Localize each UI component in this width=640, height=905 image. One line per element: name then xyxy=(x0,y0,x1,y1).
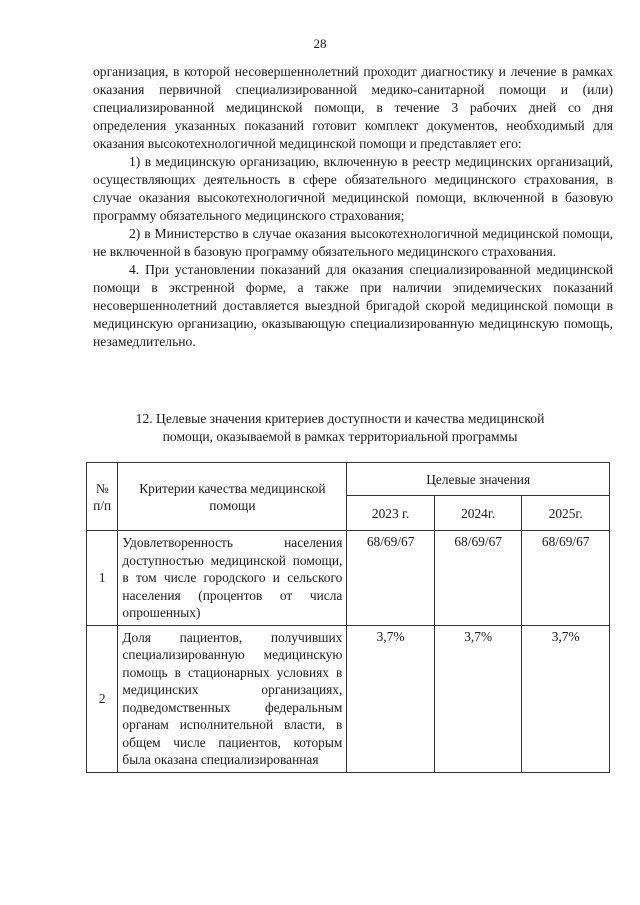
row-value-2024: 3,7% xyxy=(434,625,522,772)
paragraph: 2) в Министерство в случае оказания высокотехнологичной медицинской помощи, не включенной в базовую программу обязательного медицинского страхования. xyxy=(93,226,613,259)
row-value-2023: 68/69/67 xyxy=(347,531,435,626)
section-title: 12. Целевые значения критериев доступности и качества медицинской помощи, оказываемой в рамках территориальной программы xyxy=(135,411,545,444)
row-value-2023: 3,7% xyxy=(347,625,435,772)
criteria-table xyxy=(86,462,610,773)
row-value-2025: 3,7% xyxy=(522,625,610,772)
paragraph: организация, в которой несовершеннолетний проходит диагностику и лечение в рамках оказания первичной специализированной медико-санитарной помощи и (или) специализированной медицинской помощи, в течение 3 рабочих дней со дня определения указанных показаний готовит комплект документов, необходимый для оказания высокотехнологичной медицинской помощи и представляет его: xyxy=(93,64,613,151)
header-year-2025: 2025г. xyxy=(522,496,610,531)
header-year-2024: 2024г. xyxy=(434,496,522,531)
paragraph: 4. При установлении показаний для оказания специализированной медицинской помощи в экстренной форме, а также при наличии эпидемических показаний несовершеннолетний доставляется выездной бригадой скорой медицинской помощи в медицинскую организацию, оказывающую специализированную медицинскую помощь, незамедлительно. xyxy=(93,262,613,349)
page-number: 28 xyxy=(313,36,327,51)
header-target-values: Целевые значения xyxy=(347,463,610,496)
row-number: 2 xyxy=(87,625,118,772)
table-row xyxy=(87,625,610,772)
table-header-row xyxy=(87,463,610,496)
row-number: 1 xyxy=(87,531,118,626)
row-criterion: Удовлетворенность населения доступностью медицинской помощи, в том числе городского и сельского населения (процентов от числа опрошенных) xyxy=(118,531,347,626)
header-criteria: Критерии качества медицинской помощи xyxy=(118,463,347,531)
row-value-2025: 68/69/67 xyxy=(522,531,610,626)
row-criterion: Доля пациентов, получивших специализированную медицинскую помощь в стационарных условиях в медицинских организациях, подведомственных федеральным органам исполнительной власти, в общем числе пациентов, которым была оказана специализированная xyxy=(118,625,347,772)
header-number: № п/п xyxy=(87,463,118,531)
header-year-2023: 2023 г. xyxy=(347,496,435,531)
row-value-2024: 68/69/67 xyxy=(434,531,522,626)
body-text xyxy=(93,63,613,351)
paragraph: 1) в медицинскую организацию, включенную в реестр медицинских организаций, осуществляющих деятельность в сфере обязательного медицинского страхования, в случае оказания высокотехнологичной медицинской помощи, включенной в базовую программу обязательного медицинского страхования; xyxy=(93,154,613,223)
table-row xyxy=(87,531,610,626)
